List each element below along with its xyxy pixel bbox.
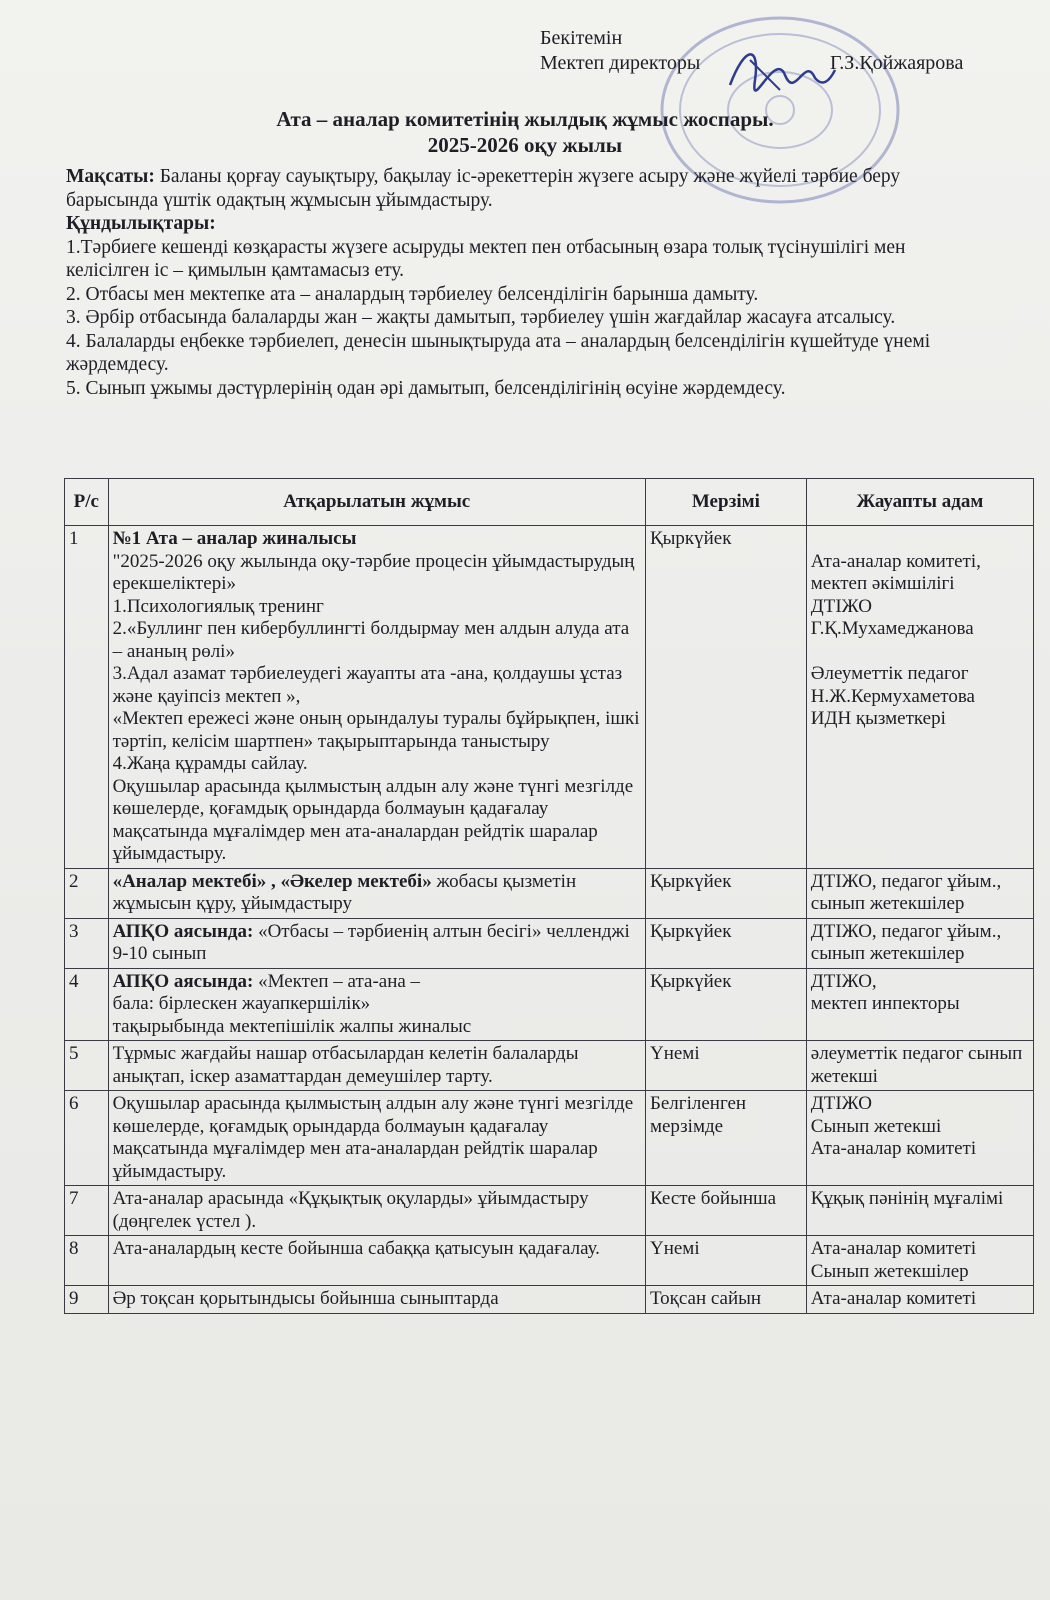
values-item: 1.Тәрбиеге кешенді көзқарасты жүзеге асыруды мектеп пен отбасының өзара толық түсінушілігі мен келісілген іс – қимылын қамтамасыз ету. — [66, 236, 906, 281]
values-label: Құндылықтары: — [66, 213, 216, 234]
row-term: Белгіленген мерзімде — [645, 1091, 806, 1186]
approval-line: Бекітемін — [540, 27, 623, 49]
row-work-text: Ата-аналардың кесте бойынша сабаққа қатысуын қадағалау. — [112, 1238, 600, 1259]
row-work — [108, 918, 645, 968]
header-number: Р/с — [65, 479, 109, 526]
row-number: 6 — [65, 1091, 109, 1186]
row-work-text: "2025-2026 оқу жылында оқу-тәрбие процесін ұйымдастырудың ерекшеліктері» 1.Психологиялық тренинг 2.«Буллинг пен кибербуллингті болдырмау мен алдын алуда ата – ананың рөлі» 3.Адал азамат тәрбиелеудегі жауапты ата -ана, қолдаушы ұстаз және қауіпсіз мектеп », «Мектеп ережесі және оның орындалуы туралы бұйрықпен, ішкі тәртіп, келісім шартпен» тақырыптарында таныстыру 4.Жаңа құрамды сайлау. Оқушылар арасында қылмыстың алдын алу және түнгі мезгілде көшелерде, қоғамдық орындарда болмауын қадағалау мақсатында мұғалімдер мен ата-аналардан рейдтік шаралар ұйымдастыру. — [112, 550, 640, 864]
row-term: Кесте бойынша — [645, 1186, 806, 1236]
goal-label: Мақсаты: — [66, 166, 155, 187]
table-row — [65, 968, 1034, 1041]
goal-text: Баланы қорғау сауықтыру, бақылау іс-әрекеттерін жүзеге асыру және жүйелі тәрбие беру барысында үштік одақтың жұмысын ұйымдастыру. — [66, 166, 901, 211]
row-number: 3 — [65, 918, 109, 968]
values-item: 4. Балаларды еңбекке тәрбиелеп, денесін шынықтыруда ата – аналардың белсенділігін күшейтуде үнемі жәрдемдесу. — [66, 330, 931, 375]
row-term: Қыркүйек — [645, 868, 806, 918]
row-term: Үнемі — [645, 1236, 806, 1286]
row-number: 1 — [65, 526, 109, 869]
row-term: Қыркүйек — [645, 918, 806, 968]
row-work-title: №1 Ата – аналар жиналысы — [112, 528, 357, 549]
row-work-text: Ата-аналар арасында «Құқықтық оқуларды» ұйымдастыру (дөңгелек үстел ). — [112, 1188, 589, 1232]
row-work — [108, 968, 645, 1041]
table-row — [65, 868, 1034, 918]
values-item: 5. Сынып ұжымы дәстүрлерінің одан әрі дамытып, белсенділігінің өсуіне жәрдемдесу. — [66, 377, 786, 399]
row-responsible: ДТІЖО, педагог ұйым., сынып жетекшілер — [806, 868, 1033, 918]
row-number: 4 — [65, 968, 109, 1041]
values-item: 2. Отбасы мен мектепке ата – аналардың тәрбиелеу белсенділігін барынша дамыту. — [66, 283, 759, 305]
goals-section — [66, 165, 966, 400]
row-responsible: ДТІЖО Сынып жетекші Ата-аналар комитеті — [806, 1091, 1033, 1186]
row-work — [108, 868, 645, 918]
table-row — [65, 918, 1034, 968]
table-row — [65, 1186, 1034, 1236]
header-term: Мерзімі — [645, 479, 806, 526]
values-item: 3. Әрбір отбасында балаларды жан – жақты дамытып, тәрбиелеу үшін жағдайлар жасауға атсалысу. — [66, 307, 896, 328]
row-work — [108, 1286, 645, 1314]
row-work — [108, 1236, 645, 1286]
row-work-title: «Аналар мектебі» , «Әкелер мектебі» — [112, 870, 432, 892]
row-term: Қыркүйек — [645, 968, 806, 1041]
table-row — [65, 1286, 1034, 1314]
row-work-text: Оқушылар арасында қылмыстың алдын алу және түнгі мезгілде көшелерде, қоғамдық орындарда болмауын қадағалау мақсатында мұғалімдер мен ата-аналардан рейдтік шаралар ұйымдастыру. — [112, 1093, 634, 1182]
row-number: 9 — [65, 1286, 109, 1314]
header-responsible: Жауапты адам — [806, 479, 1033, 526]
row-term: Тоқсан сайын — [645, 1286, 806, 1314]
row-work-text: Әр тоқсан қорытындысы бойынша сыныптарда — [112, 1288, 499, 1309]
header-work: Атқарылатын жұмыс — [108, 479, 645, 526]
row-responsible: Құқық пәнінің мұғалімі — [806, 1186, 1033, 1236]
row-responsible: Ата-аналар комитеті, мектеп әкімшілігі ДТІЖО Г.Қ.Мухамеджанова Әлеуметтік педагог Н.Ж.Кермухаметова ИДН қызметкері — [806, 526, 1033, 869]
document-title — [0, 106, 1050, 158]
row-work-text: «Отбасы – тәрбиенің алтын бесігі» челленджі 9-10 сынып — [112, 920, 630, 964]
row-number: 2 — [65, 868, 109, 918]
table-row — [65, 526, 1034, 869]
row-number: 5 — [65, 1041, 109, 1091]
title-line-1: Ата – аналар комитетінің жылдық жұмыс жоспары. — [276, 107, 774, 131]
row-number: 7 — [65, 1186, 109, 1236]
row-term: Үнемі — [645, 1041, 806, 1091]
row-number: 8 — [65, 1236, 109, 1286]
table-row — [65, 1236, 1034, 1286]
row-responsible: Ата-аналар комитеті — [806, 1286, 1033, 1314]
table-body — [65, 526, 1034, 1314]
row-responsible: ДТІЖО, педагог ұйым., сынып жетекшілер — [806, 918, 1033, 968]
row-work — [108, 526, 645, 869]
director-name: Г.З.Қойжаярова — [830, 52, 964, 74]
row-work-text: «Мектеп – ата-ана – бала: бірлескен жауапкершілік» тақырыбында мектепішілік жалпы жиналыс — [112, 970, 472, 1037]
row-responsible: Ата-аналар комитеті Сынып жетекшілер — [806, 1236, 1033, 1286]
title-line-2: 2025-2026 оқу жылы — [427, 133, 623, 157]
row-term: Қыркүйек — [645, 526, 806, 869]
row-work-title: АПҚО аясында: — [112, 970, 254, 992]
row-responsible: ДТІЖО, мектеп инпекторы — [806, 968, 1033, 1041]
row-responsible: әлеуметтік педагог сынып жетекші — [806, 1041, 1033, 1091]
goal-paragraph — [66, 165, 966, 212]
row-work-text: жобасы қызметін жұмысын құру, ұйымдастыру — [112, 870, 577, 914]
table-header-row — [65, 479, 1034, 526]
director-role: Мектеп директоры — [540, 52, 701, 74]
row-work — [108, 1091, 645, 1186]
table-row — [65, 1091, 1034, 1186]
row-work-text: Тұрмыс жағдайы нашар отбасылардан келетін балаларды анықтап, іскер азаматтардан демеушілер тарту. — [112, 1043, 579, 1087]
row-work-title: АПҚО аясында: — [112, 920, 254, 942]
work-plan-table — [64, 478, 1034, 1314]
approval-block — [540, 26, 963, 76]
table-row — [65, 1041, 1034, 1091]
row-work — [108, 1041, 645, 1091]
row-work — [108, 1186, 645, 1236]
